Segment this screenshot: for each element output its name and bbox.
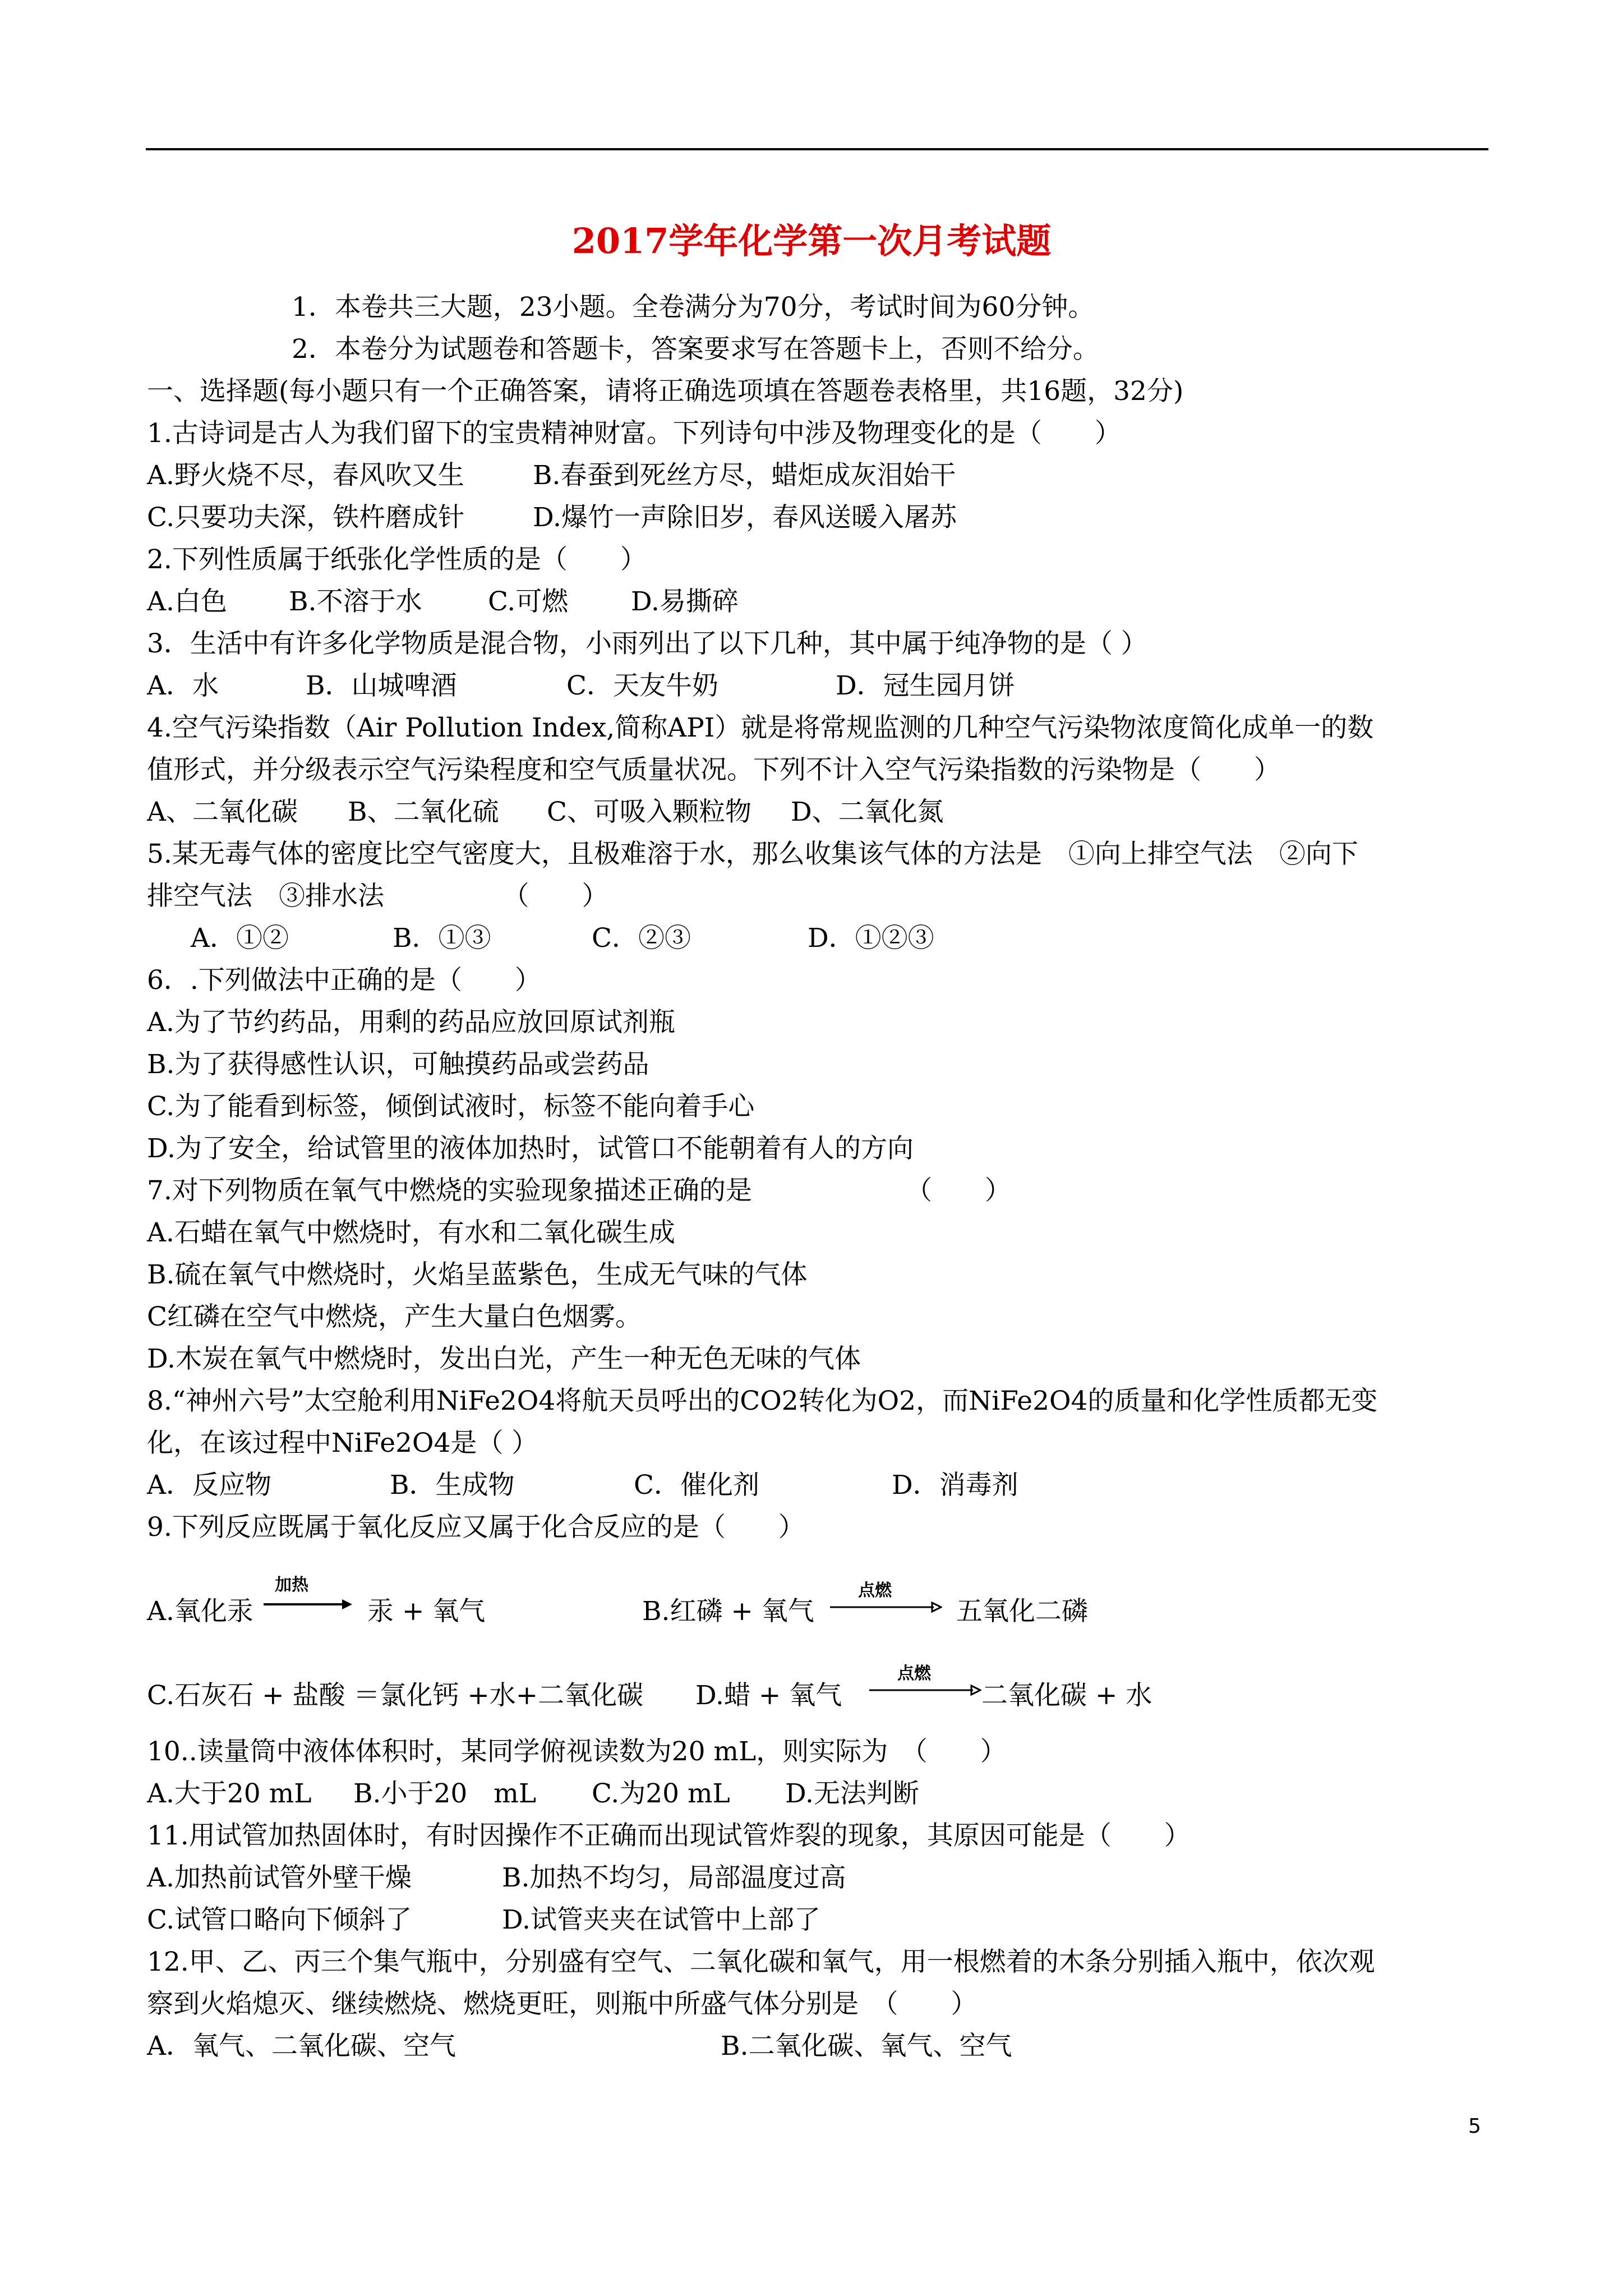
q11-option-b: B.加热不均匀，局部温度过高 [502, 1862, 846, 1893]
q9-option-b-arrow-icon [830, 1600, 942, 1614]
q9-option-a-arrow-icon [264, 1596, 353, 1613]
exam-title: 2017学年化学第一次月考试题 [571, 220, 1052, 261]
q8-option-c: C．催化剂 [634, 1470, 759, 1501]
q1-option-b: B.春蚕到死丝方尽，蜡炬成灰泪始干 [533, 460, 956, 491]
q6-stem: 6．.下列做法中正确的是（ ） [147, 965, 541, 996]
q11-option-a: A.加热前试管外壁干燥 [147, 1862, 412, 1893]
q5-stem-line2: 排空气法 ③排水法 （ ） [147, 881, 608, 912]
q2-stem: 2.下列性质属于纸张化学性质的是（ ） [147, 544, 647, 575]
q10-option-d: D.无法判断 [785, 1778, 919, 1809]
q5-option-b: B．①③ [393, 923, 491, 954]
q11-option-c: C.试管口略向下倾斜了 [147, 1904, 412, 1935]
q4-option-c: C、可吸入颗粒物 [547, 797, 751, 827]
q12-option-a: A．氧气、二氧化碳、空气 [147, 2031, 456, 2062]
q2-option-d: D.易撕碎 [631, 586, 739, 617]
q11-option-d: D.试管夹夹在试管中上部了 [502, 1904, 820, 1935]
q9-option-b-reactants: B.红磷 + 氧气 [642, 1596, 814, 1627]
q8-option-a: A．反应物 [147, 1470, 271, 1501]
q5-stem-line1: 5.某无毒气体的密度比空气密度大，且极难溶于水，那么收集该气体的方法是 ①向上排空气法 ②向下 [147, 839, 1358, 869]
q1-option-c: C.只要功夫深，铁杵磨成针 [147, 502, 465, 533]
q12-option-b: B.二氧化碳、氧气、空气 [721, 2031, 1012, 2062]
q8-stem-line1: 8.“神州六号”太空舱利用NiFe2O4将航天员呼出的CO2转化为O2，而NiFe2O4的质量和化学性质都无变 [147, 1386, 1378, 1416]
q6-option-a: A.为了节约药品，用剩的药品应放回原试剂瓶 [147, 1007, 675, 1038]
q9-stem: 9.下列反应既属于氧化反应又属于化合反应的是（ ） [147, 1512, 805, 1543]
q10-option-c: C.为20 mL [592, 1778, 730, 1809]
q2-option-a: A.白色 [147, 586, 227, 617]
q9-option-b-product: 五氧化二磷 [956, 1596, 1088, 1627]
q9-option-d-condition: 点燃 [897, 1664, 931, 1683]
q2-option-b: B.不溶于水 [289, 586, 422, 617]
q1-option-a: A.野火烧不尽，春风吹又生 [147, 460, 464, 491]
q9-option-a-products: 汞 + 氧气 [367, 1596, 486, 1627]
page-number: 5 [1468, 2115, 1481, 2138]
q7-answer-paren: （ ） [906, 1175, 1011, 1206]
q3-option-d: D．冠生园月饼 [836, 670, 1015, 701]
q3-option-a: A．水 [147, 670, 219, 701]
q9-option-c: C.石灰石 + 盐酸 ＝氯化钙 +水+二氧化碳 [147, 1680, 644, 1711]
q9-option-b-condition: 点燃 [858, 1581, 892, 1600]
q9-option-d-products: 二氧化碳 + 水 [981, 1680, 1152, 1711]
q7-stem: 7.对下列物质在氧气中燃烧的实验现象描述正确的是 [147, 1175, 752, 1206]
q7-option-a: A.石蜡在氧气中燃烧时，有水和二氧化碳生成 [147, 1217, 675, 1248]
q5-option-c: C．②③ [592, 923, 691, 954]
q1-option-d: D.爆竹一声除旧岁，春风送暖入屠苏 [533, 502, 957, 533]
q9-option-a-condition: 加热 [275, 1575, 308, 1595]
q5-option-d: D．①②③ [808, 923, 934, 954]
q9-option-d-arrow-icon [869, 1683, 981, 1697]
q6-option-d: D.为了安全，给试管里的液体加热时，试管口不能朝着有人的方向 [147, 1133, 914, 1164]
q12-stem-line1: 12.甲、乙、丙三个集气瓶中，分别盛有空气、二氧化碳和氧气，用一根燃着的木条分别插入瓶中，依次观 [147, 1947, 1375, 1977]
q4-option-d: D、二氧化氮 [791, 797, 944, 827]
q6-option-c: C.为了能看到标签，倾倒试液时，标签不能向着手心 [147, 1091, 755, 1122]
q8-stem-line2: 化，在该过程中NiFe2O4是（ ） [147, 1428, 538, 1458]
q3-stem: 3．生活中有许多化学物质是混合物，小雨列出了以下几种，其中属于纯净物的是（ ） [147, 628, 1147, 659]
q10-option-b: B.小于20 mL [353, 1778, 537, 1809]
section-heading: 一、选择题(每小题只有一个正确答案，请将正确选项填在答题卷表格里，共16题，32分) [147, 376, 1184, 407]
q10-option-a: A.大于20 mL [147, 1778, 312, 1809]
q5-option-a: A．①② [191, 923, 289, 954]
q4-option-b: B、二氧化硫 [348, 797, 499, 827]
q7-option-b: B.硫在氧气中燃烧时，火焰呈蓝紫色，生成无气味的气体 [147, 1259, 808, 1290]
q4-stem-line2: 值形式，并分级表示空气污染程度和空气质量状况。下列不计入空气污染指数的污染物是（ ） [147, 754, 1280, 785]
q10-stem: 10..读量筒中液体体积时，某同学俯视读数为20 mL，则实际为 （ ） [147, 1736, 1007, 1767]
q7-option-d: D.木炭在氧气中燃烧时，发出白光，产生一种无色无味的气体 [147, 1343, 861, 1374]
q12-stem-line2: 察到火焰熄灭、继续燃烧、燃烧更旺，则瓶中所盛气体分别是 （ ） [147, 1989, 978, 2019]
q2-option-c: C.可燃 [488, 586, 569, 617]
q1-stem: 1.古诗词是古人为我们留下的宝贵精神财富。下列诗句中涉及物理变化的是（ ） [147, 418, 1121, 449]
note-1: 1．本卷共三大题，23小题。全卷满分为70分，考试时间为60分钟。 [292, 292, 1095, 323]
q11-stem: 11.用试管加热固体时，有时因操作不正确而出现试管炸裂的现象，其原因可能是（ ） [147, 1820, 1191, 1851]
note-2: 2．本卷分为试题卷和答题卡，答案要求写在答题卡上，否则不给分。 [292, 334, 1099, 365]
q8-option-b: B．生成物 [390, 1470, 515, 1501]
q8-option-d: D．消毒剂 [892, 1470, 1018, 1501]
q9-option-a-reactant: A.氧化汞 [147, 1596, 253, 1627]
q4-stem-line1: 4.空气污染指数（Air Pollution Index,简称API）就是将常规监测的几种空气污染物浓度简化成单一的数 [147, 712, 1374, 743]
q4-option-a: A、二氧化碳 [147, 797, 298, 827]
q9-option-d-reactants: D.蜡 + 氧气 [695, 1680, 842, 1711]
q3-option-b: B．山城啤酒 [306, 670, 457, 701]
q3-option-c: C．天友牛奶 [566, 670, 718, 701]
header-rule [146, 148, 1488, 150]
q7-option-c: C红磷在空气中燃烧，产生大量白色烟雾。 [147, 1301, 642, 1332]
q6-option-b: B.为了获得感性认识，可触摸药品或尝药品 [147, 1049, 649, 1080]
